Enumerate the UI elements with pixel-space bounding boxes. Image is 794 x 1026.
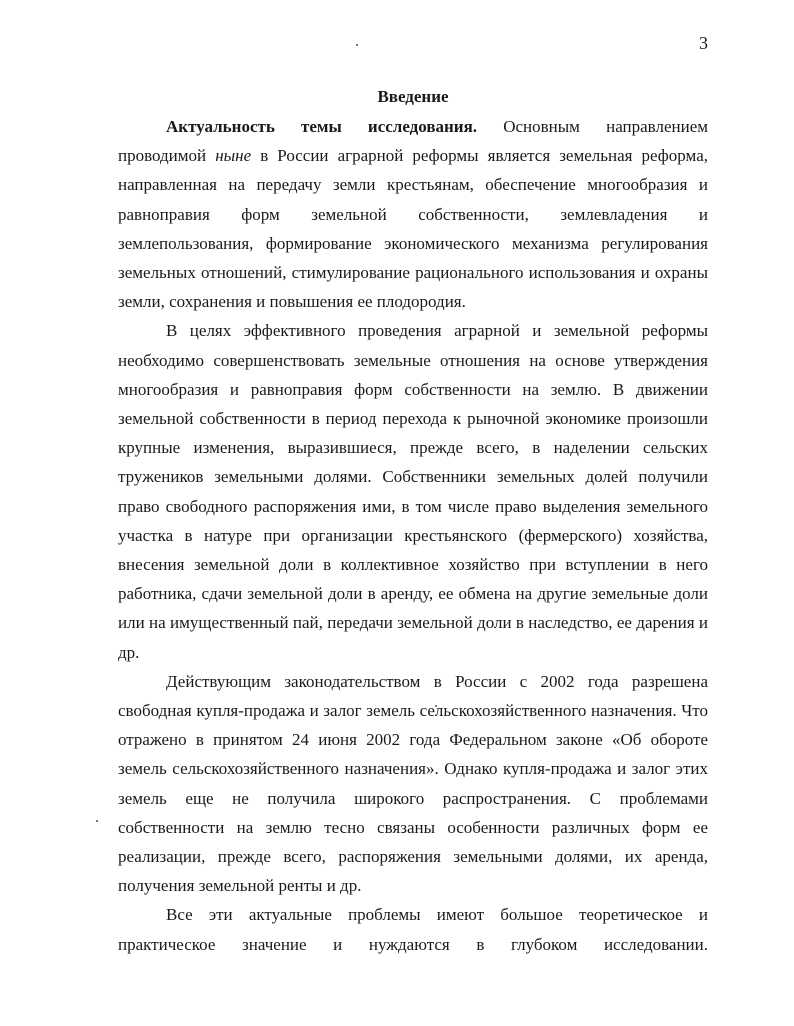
paragraph-legislation: Действующим законодательством в России с 2002 года разрешена свободная купля-продажа и залог земель сельскохозяйственного назначения. Что отражено в принятом 24 июня 2002 года Федеральном законе «Об обороте земель сельскохозяйственного назначения». Однако купля-продажа и залог этих земель еще не получила широкого распространения. С проблемами собственности на землю тесно связаны особенности различных форм ее реализации, прежде всего, распоряжения земельными долями, их аренда, получения земельной ренты и др. [118, 671, 708, 896]
section-heading: Введение [377, 87, 449, 106]
paragraph-land-reform: В целях эффективного проведения аграрной и земельной реформы необходимо совершенствовать земельные отношения на основе утверждения многообразия и равноправия форм собственности на землю. В движении земельной собственности в период перехода к рыночной экономике произошли крупные изменения, выразившиеся, прежде всего, в наделении сельских тружеников земельными долями. Собственники земельных долей получили право свободного распоряжения ими, в том числе право выделения земельного участка в натуре при организации крестьянского (фермерского) хозяйства, внесения земельной доли в коллективное хозяйство при вступлении в него работника, сдачи земельной доли в аренду, ее обмена на другие земельные доли или на имущественный пай, передачи земельной доли в наследство, ее дарения и др. [118, 321, 708, 662]
paragraph-relevance [118, 112, 708, 316]
paragraph-text: Основным направлением проводимой [118, 117, 708, 166]
document-body [118, 82, 708, 959]
paragraph-conclusion: Все эти актуальные проблемы имеют большое теоретическое и практическое значение и нуждаются в глубоком исследовании. [118, 905, 708, 954]
paragraph-emphasis: ныне [215, 146, 252, 166]
scan-speck [96, 820, 98, 822]
page-number: 3 [699, 33, 708, 53]
paragraph-text: в России аграрной реформы является земельная реформа, направленная на передачу земли крестьянам, обеспечение многообразия и равноправия форм земельной собственности, землевладения и землепользования, формирование экономического механизма регулирования земельных отношений, стимулирование рационального использования и охраны земли, сохранения и повышения ее плодородия. [118, 146, 708, 312]
paragraph-lead: Актуальность темы исследования. [166, 117, 478, 136]
scan-speck [356, 44, 358, 46]
